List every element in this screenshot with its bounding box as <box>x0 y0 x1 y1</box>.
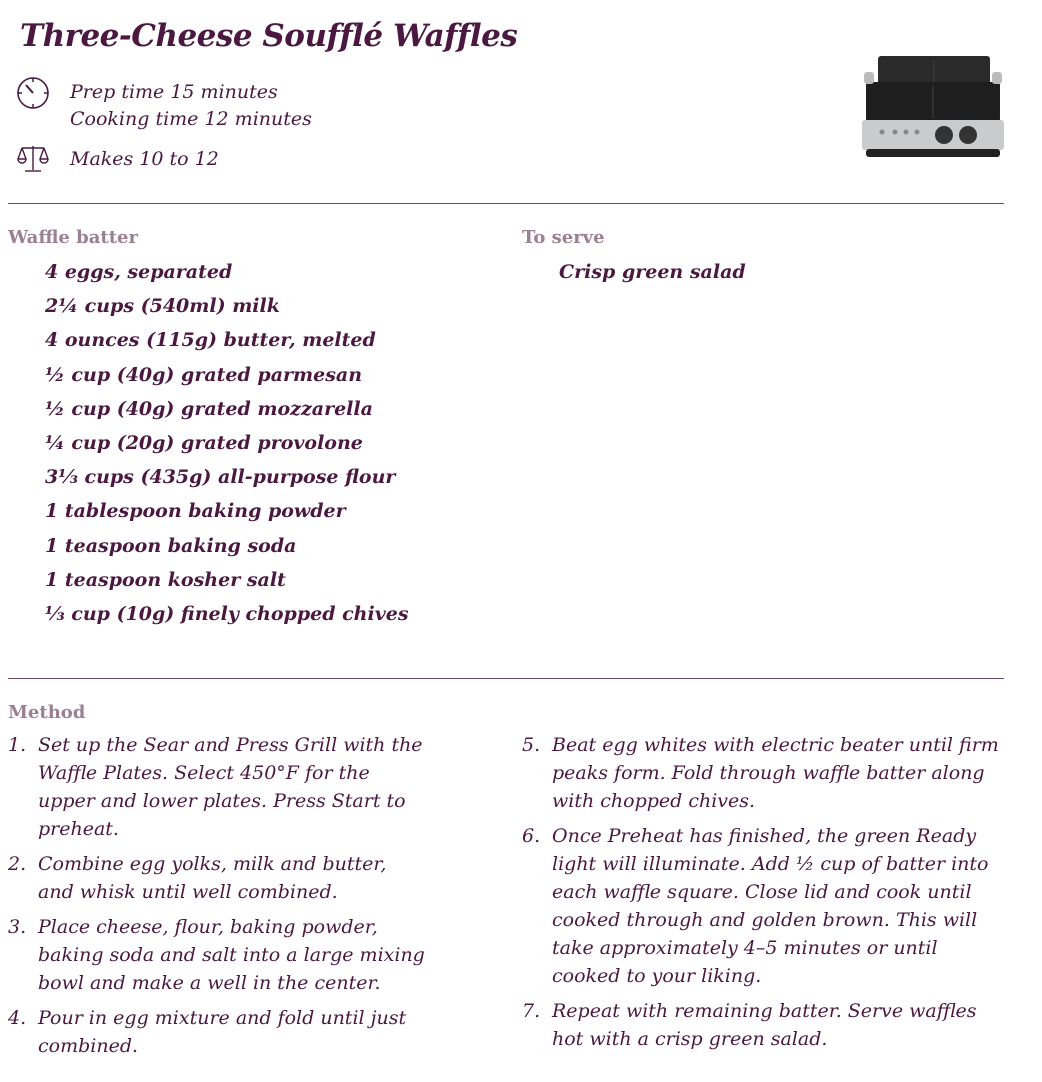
step-text: Pour in egg mixture and fold until just combined. <box>38 1007 407 1057</box>
method-step <box>522 731 1002 815</box>
step-number: 5. <box>522 734 541 756</box>
step-number: 7. <box>522 1000 541 1022</box>
waffle-grill-image <box>860 52 1006 160</box>
step-number: 4. <box>8 1007 27 1029</box>
method-step <box>522 997 1002 1053</box>
ingredient: ½ cup (40g) grated mozzarella <box>45 397 373 420</box>
method-steps-right <box>522 731 1002 1060</box>
method-step <box>8 850 428 906</box>
divider <box>8 203 1004 204</box>
recipe-title: Three-Cheese Soufflé Waffles <box>20 18 518 54</box>
ingredient: ¼ cup (20g) grated provolone <box>45 432 363 455</box>
servings: Makes 10 to 12 <box>70 148 219 170</box>
method-step <box>522 822 1002 990</box>
ingredient: 3⅓ cups (435g) all-purpose flour <box>45 466 396 489</box>
ingredient: 2¼ cups (540ml) milk <box>45 295 280 318</box>
ingredient: 4 eggs, separated <box>45 261 233 283</box>
step-text: Once Preheat has finished, the green Ready light will illuminate. Add ½ cup of batter into each waffle square. Close lid and cook until cooked through and golden brown. This will take approximately 4–5 minutes or until cooked to your liking. <box>552 825 989 987</box>
step-number: 3. <box>8 916 27 938</box>
ingredient: 4 ounces (115g) butter, melted <box>45 329 376 352</box>
step-number: 6. <box>522 825 541 847</box>
ingredient-list <box>45 255 409 631</box>
serve-item: Crisp green salad <box>559 261 746 283</box>
method-step <box>8 731 428 843</box>
ingredient: ⅓ cup (10g) finely chopped chives <box>45 603 409 626</box>
step-number: 2. <box>8 853 27 875</box>
waffle-batter-heading: Waffle batter <box>8 227 138 248</box>
ingredient: 1 tablespoon baking powder <box>45 500 346 523</box>
step-text: Place cheese, flour, baking powder, baking soda and salt into a large mixing bowl and make a well in the center. <box>38 916 425 994</box>
ingredient: 1 teaspoon kosher salt <box>45 568 286 591</box>
method-step <box>8 1004 428 1060</box>
method-heading: Method <box>8 702 86 723</box>
ingredient: 1 teaspoon baking soda <box>45 534 297 557</box>
cooking-time: Cooking time 12 minutes <box>70 108 312 130</box>
to-serve-heading: To serve <box>522 227 605 248</box>
method-steps-left <box>8 731 428 1067</box>
step-text: Beat egg whites with electric beater until firm peaks form. Fold through waffle batter along with chopped chives. <box>552 734 999 812</box>
step-number: 1. <box>8 734 27 756</box>
divider <box>8 678 1004 679</box>
step-text: Repeat with remaining batter. Serve waffles hot with a crisp green salad. <box>552 1000 977 1050</box>
method-step <box>8 913 428 997</box>
ingredient: ½ cup (40g) grated parmesan <box>45 363 363 386</box>
step-text: Combine egg yolks, milk and butter, and whisk until well combined. <box>38 853 387 903</box>
step-text: Set up the Sear and Press Grill with the Waffle Plates. Select 450°F for the upper and lower plates. Press Start to preheat. <box>38 734 423 840</box>
prep-time: Prep time 15 minutes <box>70 81 278 103</box>
clock-icon <box>16 76 50 110</box>
scale-icon <box>16 144 50 174</box>
